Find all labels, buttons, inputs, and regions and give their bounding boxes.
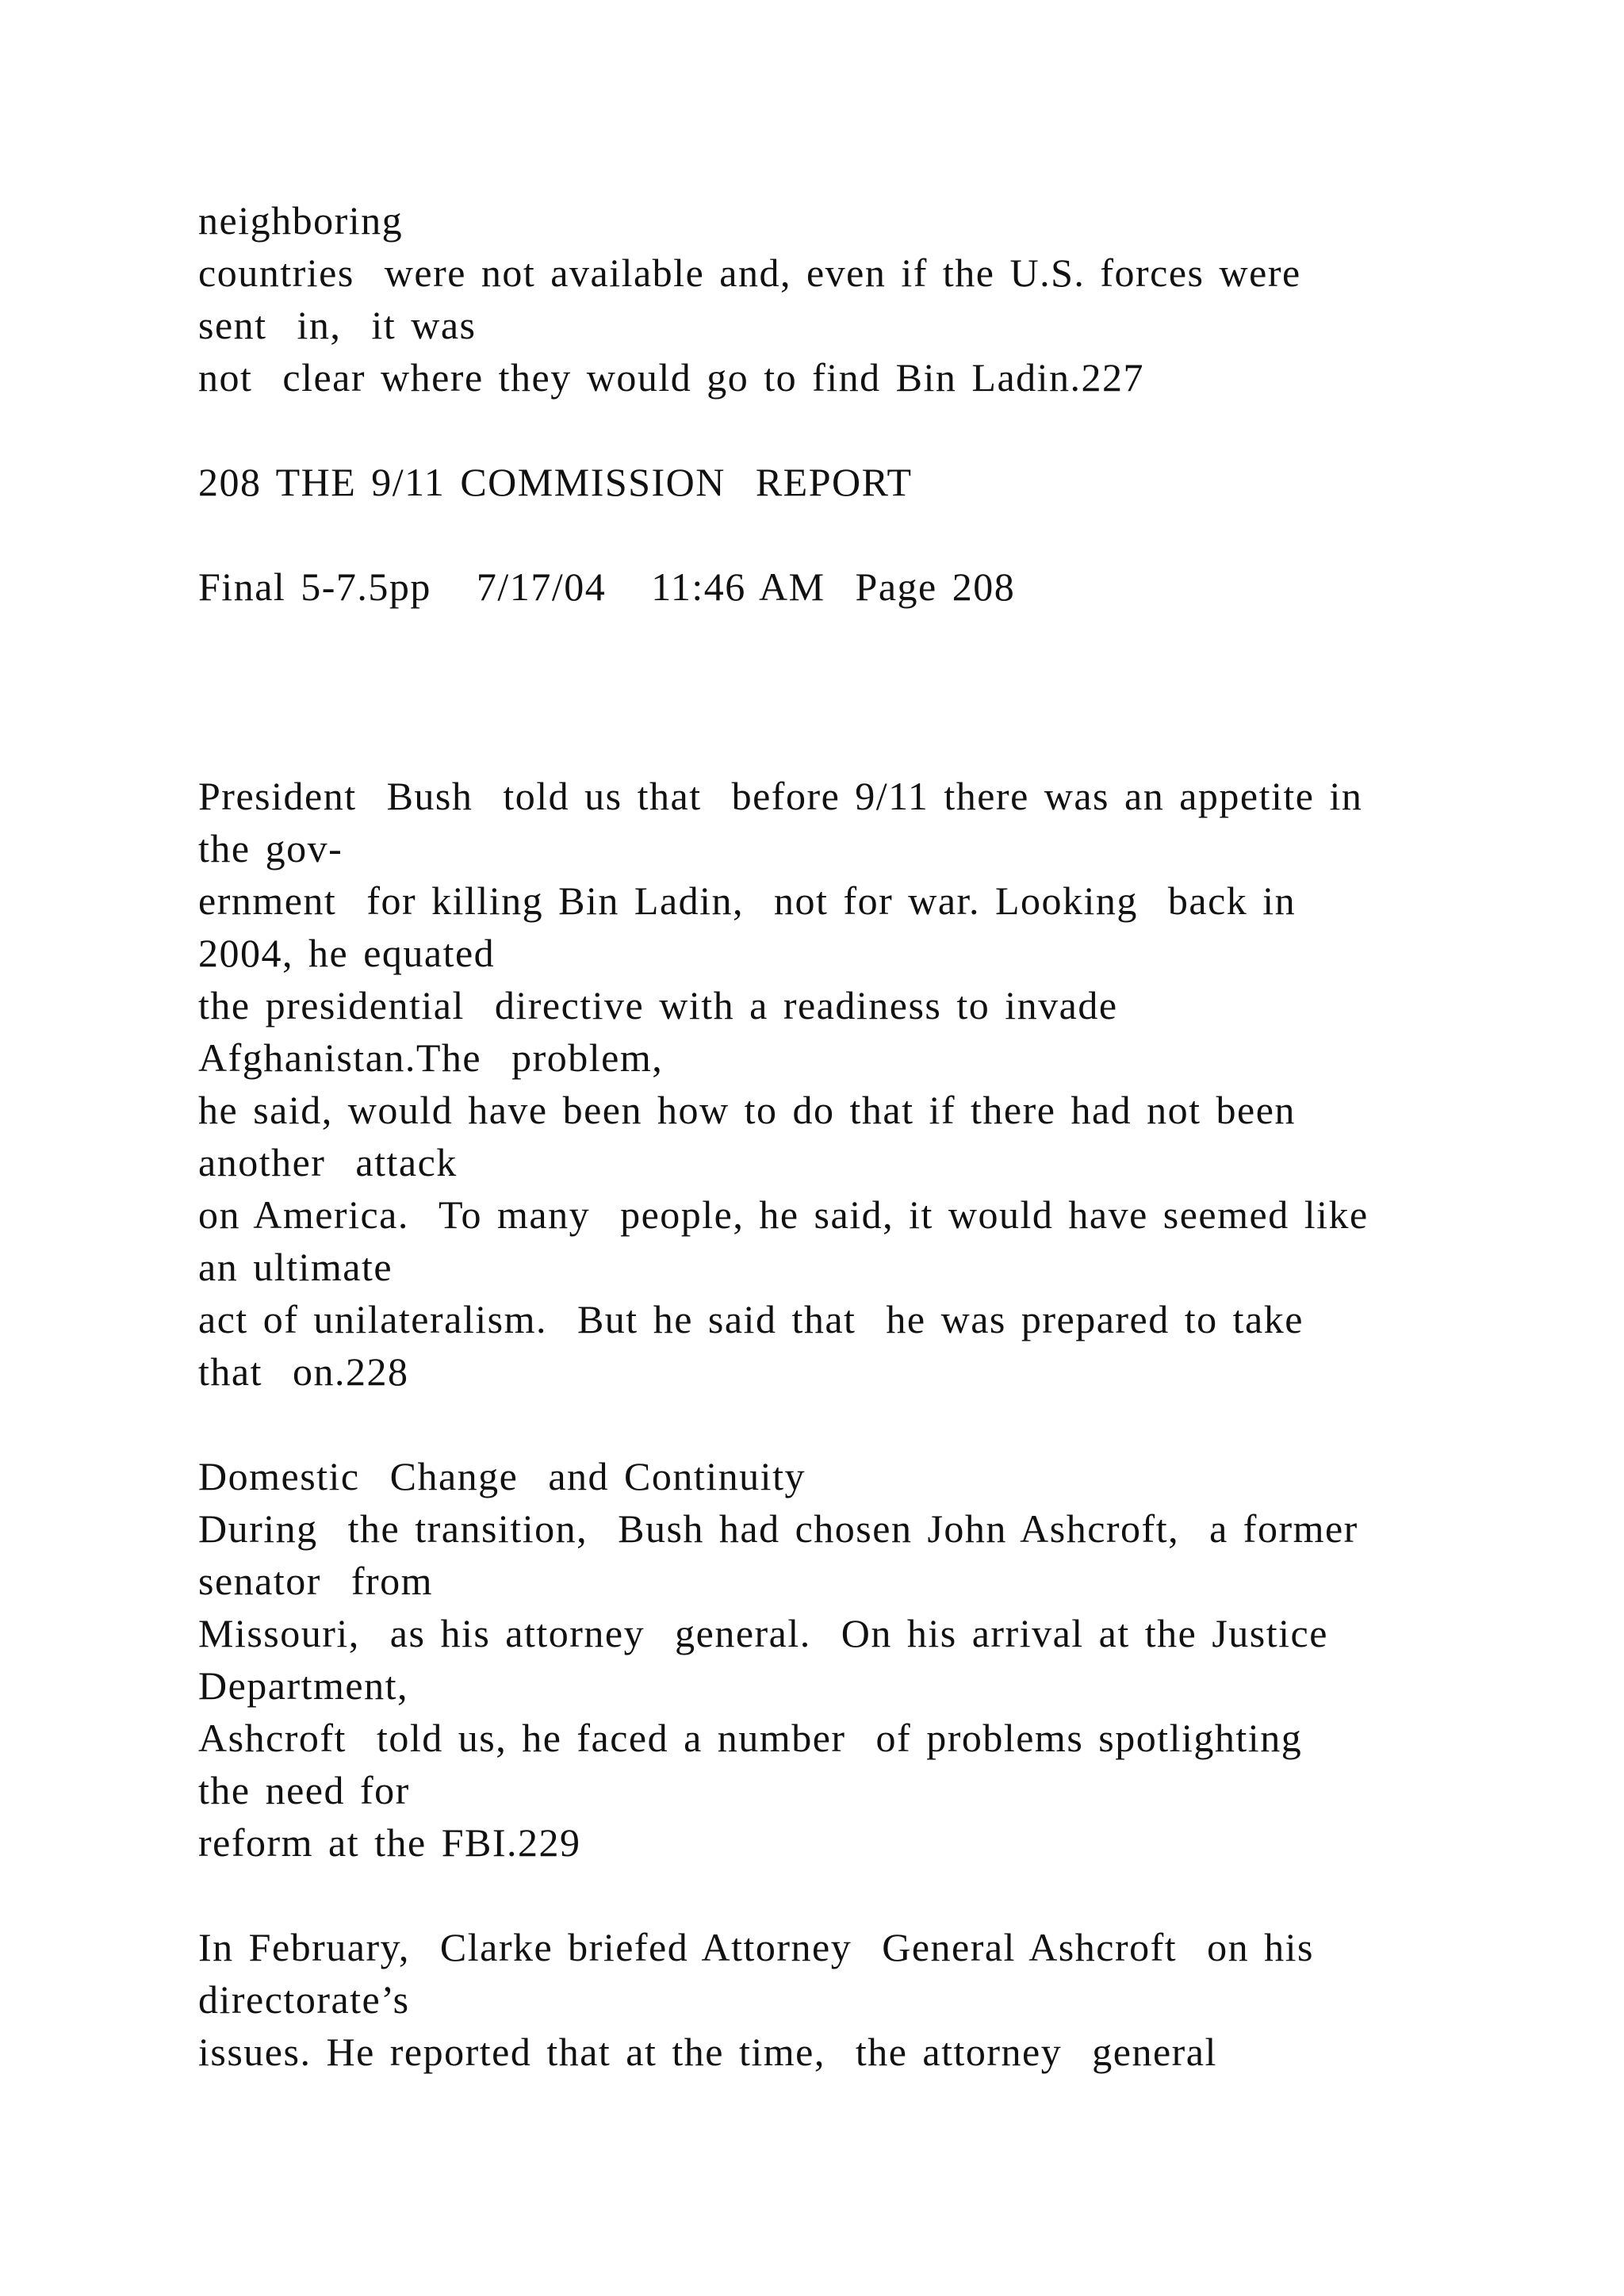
text-line: the presidential directive with a readiness to invade [198, 983, 1118, 1027]
text-line: the gov- [198, 826, 343, 871]
text-line: President Bush told us that before 9/11 there was an appetite in [198, 774, 1363, 818]
text-line: Missouri, as his attorney general. On his arrival at the Justice [198, 1611, 1328, 1655]
text-line: neighboring [198, 198, 404, 243]
text-line: act of unilateralism. But he said that he was prepared to take [198, 1297, 1304, 1341]
text-line: that on.228 [198, 1349, 409, 1394]
text-line: directorate’s [198, 1977, 410, 2022]
text-line: issues. He reported that at the time, the attorney general [198, 2030, 1217, 2074]
spacer [198, 404, 1507, 456]
file-info-line: Final 5-7.5pp 7/17/04 11:46 AM Page 208 [198, 564, 1016, 609]
text-line: In February, Clarke briefed Attorney General Ashcroft on his [198, 1925, 1314, 1969]
text-line: countries were not available and, even if the U.S. forces were [198, 251, 1301, 295]
document-body [198, 194, 1507, 2078]
text-line: not clear where they would go to find Bin Ladin.227 [198, 355, 1145, 400]
text-line: reform at the FBI.229 [198, 1820, 581, 1865]
text-line: Department, [198, 1663, 409, 1708]
text-line: Afghanistan.The problem, [198, 1035, 664, 1080]
spacer [198, 1398, 1507, 1450]
running-footer: 208 THE 9/11 COMMISSION REPORT [198, 460, 913, 504]
page-break-spacer [198, 613, 1507, 770]
text-line: another attack [198, 1140, 458, 1184]
text-line: an ultimate [198, 1245, 393, 1289]
text-line: During the transition, Bush had chosen John Ashcroft, a former [198, 1506, 1358, 1551]
paragraph-clarke [198, 1921, 1507, 2078]
text-line: on America. To many people, he said, it would have seemed like [198, 1192, 1369, 1237]
text-line: the need for [198, 1768, 410, 1812]
section-heading: Domestic Change and Continuity [198, 1454, 806, 1498]
spacer [198, 508, 1507, 561]
text-line: he said, would have been how to do that if there had not been [198, 1088, 1296, 1132]
text-line: senator from [198, 1559, 434, 1603]
spacer [198, 1869, 1507, 1921]
text-line: sent in, it was [198, 303, 477, 347]
paragraph-continued [198, 194, 1507, 404]
paragraph-bush [198, 770, 1507, 1398]
paragraph-ashcroft [198, 1502, 1507, 1869]
text-line: 2004, he equated [198, 931, 496, 975]
text-line: Ashcroft told us, he faced a number of problems spotlighting [198, 1716, 1303, 1760]
text-line: ernment for killing Bin Ladin, not for war. Looking back in [198, 878, 1297, 923]
